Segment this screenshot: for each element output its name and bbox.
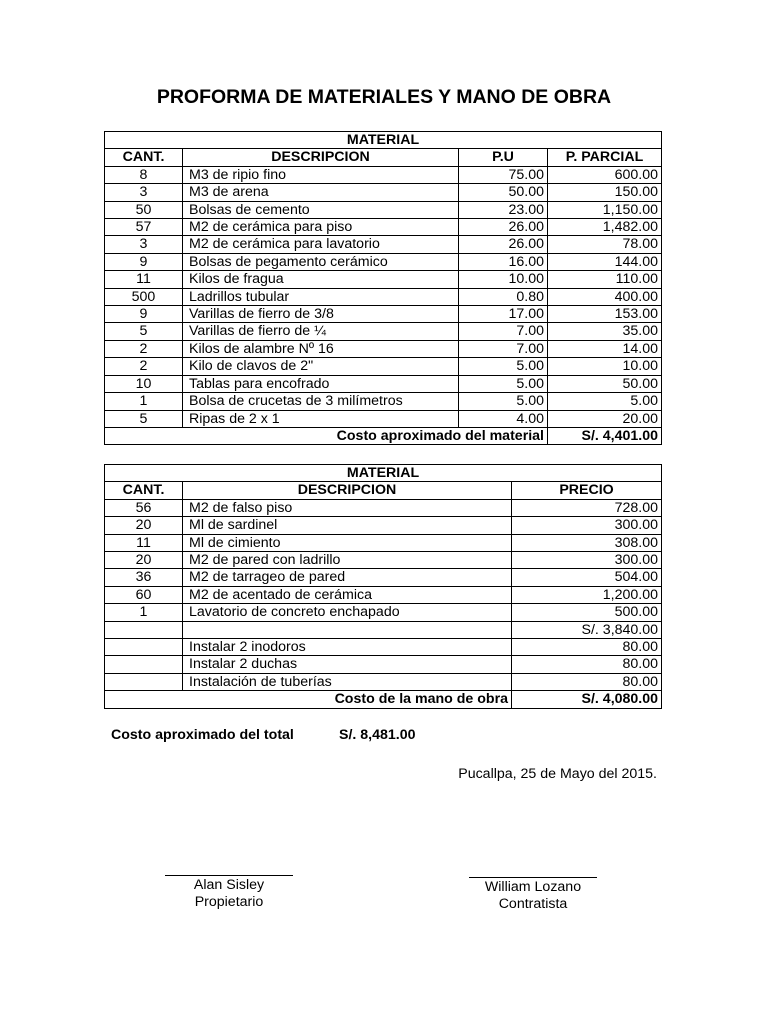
cell-cant [105,656,183,673]
cell-parcial: 144.00 [548,253,662,270]
col-header-precio: PRECIO [512,482,662,499]
labor-section-title: MATERIAL [105,465,662,482]
labor-row [105,552,662,569]
cell-pu: 26.00 [459,219,548,236]
labor-row [105,569,662,586]
grand-total-value: S/. 8,481.00 [339,727,416,743]
cell-cant: 57 [105,219,183,236]
labor-row [105,499,662,516]
cell-cant: 10 [105,375,183,392]
material-row [105,358,662,375]
cell-descripcion: M2 de acentado de cerámica [183,586,512,603]
labor-total-row [105,691,662,708]
cell-cant: 56 [105,499,183,516]
material-row [105,323,662,340]
cell-cant: 36 [105,569,183,586]
cell-descripcion: Kilo de clavos de 2" [183,358,459,375]
cell-pu: 5.00 [459,393,548,410]
cell-precio: 300.00 [512,552,662,569]
cell-descripcion: Lavatorio de concreto enchapado [183,604,512,621]
cell-descripcion: M3 de ripio fino [183,166,459,183]
grand-total [111,727,416,743]
cell-cant: 3 [105,184,183,201]
cell-cant: 500 [105,288,183,305]
cell-precio: 504.00 [512,569,662,586]
materials-section-title: MATERIAL [105,132,662,149]
cell-parcial: 600.00 [548,166,662,183]
materials-total-row [105,427,662,444]
cell-descripcion: Ml de cimiento [183,534,512,551]
cell-parcial: 400.00 [548,288,662,305]
materials-section-header-row [105,132,662,149]
material-row [105,288,662,305]
cell-descripcion: M2 de tarrageo de pared [183,569,512,586]
labor-row [105,517,662,534]
material-row [105,410,662,427]
cell-descripcion: Ladrillos tubular [183,288,459,305]
cell-parcial: 35.00 [548,323,662,340]
labor-row [105,656,662,673]
cell-cant: 5 [105,410,183,427]
cell-pu: 0.80 [459,288,548,305]
labor-row [105,673,662,690]
cell-cant: 1 [105,393,183,410]
cell-descripcion: Varillas de fierro de 3/8 [183,306,459,323]
material-row [105,184,662,201]
cell-precio: 500.00 [512,604,662,621]
col-header-descripcion: DESCRIPCION [183,482,512,499]
cell-cant [105,673,183,690]
cell-parcial: 110.00 [548,271,662,288]
material-row [105,201,662,218]
cell-pu: 75.00 [459,166,548,183]
cell-descripcion: M2 de cerámica para lavatorio [183,236,459,253]
labor-row [105,534,662,551]
cell-pu: 50.00 [459,184,548,201]
signature-line [469,877,597,878]
cell-cant: 11 [105,534,183,551]
material-row [105,271,662,288]
signature-contractor [453,877,613,913]
cell-descripcion: Bolsas de cemento [183,201,459,218]
cell-descripcion: Instalar 2 inodoros [183,639,512,656]
material-row [105,375,662,392]
labor-table [104,464,662,709]
cell-parcial: 5.00 [548,393,662,410]
col-header-cant: CANT. [105,149,183,166]
signature-role: Propietario [194,894,264,910]
cell-pu: 10.00 [459,271,548,288]
cell-parcial: 20.00 [548,410,662,427]
cell-descripcion: Instalación de tuberías [183,673,512,690]
labor-total-value: S/. 4,080.00 [512,691,662,708]
cell-parcial: 1,482.00 [548,219,662,236]
labor-row [105,604,662,621]
cell-precio: S/. 3,840.00 [512,621,662,638]
material-row [105,340,662,357]
cell-precio: 1,200.00 [512,586,662,603]
material-row [105,393,662,410]
cell-pu: 16.00 [459,253,548,270]
cell-cant: 2 [105,358,183,375]
cell-cant: 50 [105,201,183,218]
cell-cant [105,639,183,656]
labor-row [105,639,662,656]
cell-cant: 9 [105,306,183,323]
cell-pu: 7.00 [459,340,548,357]
cell-cant: 2 [105,340,183,357]
cell-cant: 9 [105,253,183,270]
labor-row [105,586,662,603]
cell-cant: 1 [105,604,183,621]
cell-descripcion [183,621,512,638]
cell-descripcion: Ripas de 2 x 1 [183,410,459,427]
signature-name: William Lozano [484,879,582,895]
cell-precio: 300.00 [512,517,662,534]
signature-name: Alan Sisley [193,877,265,893]
cell-parcial: 14.00 [548,340,662,357]
materials-total-label: Costo aproximado del material [105,427,548,444]
cell-descripcion: Kilos de fragua [183,271,459,288]
material-row [105,306,662,323]
labor-row [105,621,662,638]
materials-table [104,131,662,445]
cell-parcial: 153.00 [548,306,662,323]
cell-cant: 20 [105,552,183,569]
col-header-pu: P.U [459,149,548,166]
material-row [105,236,662,253]
col-header-descripcion: DESCRIPCION [183,149,459,166]
cell-cant: 60 [105,586,183,603]
cell-cant: 20 [105,517,183,534]
cell-descripcion: M2 de cerámica para piso [183,219,459,236]
cell-pu: 5.00 [459,375,548,392]
cell-parcial: 150.00 [548,184,662,201]
cell-descripcion: Ml de sardinel [183,517,512,534]
cell-descripcion: Instalar 2 duchas [183,656,512,673]
signature-role: Contratista [498,896,568,912]
cell-pu: 17.00 [459,306,548,323]
col-header-cant: CANT. [105,482,183,499]
cell-cant: 3 [105,236,183,253]
cell-pu: 4.00 [459,410,548,427]
material-row [105,253,662,270]
cell-descripcion: Kilos de alambre Nº 16 [183,340,459,357]
signature-owner [149,875,309,911]
material-row [105,166,662,183]
cell-cant: 11 [105,271,183,288]
cell-precio: 308.00 [512,534,662,551]
labor-total-label: Costo de la mano de obra [105,691,512,708]
materials-column-headers [105,149,662,166]
cell-parcial: 1,150.00 [548,201,662,218]
materials-table-body [105,166,662,427]
cell-cant [105,621,183,638]
materials-total-value: S/. 4,401.00 [548,427,662,444]
labor-column-headers [105,482,662,499]
cell-cant: 8 [105,166,183,183]
material-row [105,219,662,236]
cell-pu: 26.00 [459,236,548,253]
date-line: Pucallpa, 25 de Mayo del 2015. [458,766,657,782]
cell-precio: 80.00 [512,639,662,656]
cell-parcial: 50.00 [548,375,662,392]
col-header-parcial: P. PARCIAL [548,149,662,166]
signature-line [165,875,293,876]
cell-precio: 728.00 [512,499,662,516]
cell-pu: 5.00 [459,358,548,375]
cell-descripcion: Bolsas de pegamento cerámico [183,253,459,270]
cell-descripcion: M2 de pared con ladrillo [183,552,512,569]
cell-parcial: 78.00 [548,236,662,253]
cell-pu: 7.00 [459,323,548,340]
cell-descripcion: Tablas para encofrado [183,375,459,392]
cell-precio: 80.00 [512,656,662,673]
cell-descripcion: Varillas de fierro de ¼ [183,323,459,340]
cell-cant: 5 [105,323,183,340]
document-title: PROFORMA DE MATERIALES Y MANO DE OBRA [156,86,612,108]
cell-descripcion: M2 de falso piso [183,499,512,516]
cell-precio: 80.00 [512,673,662,690]
cell-pu: 23.00 [459,201,548,218]
labor-table-body [105,499,662,690]
cell-parcial: 10.00 [548,358,662,375]
labor-section-header-row [105,465,662,482]
cell-descripcion: Bolsa de crucetas de 3 milímetros [183,393,459,410]
cell-descripcion: M3 de arena [183,184,459,201]
grand-total-label: Costo aproximado del total [111,727,294,743]
